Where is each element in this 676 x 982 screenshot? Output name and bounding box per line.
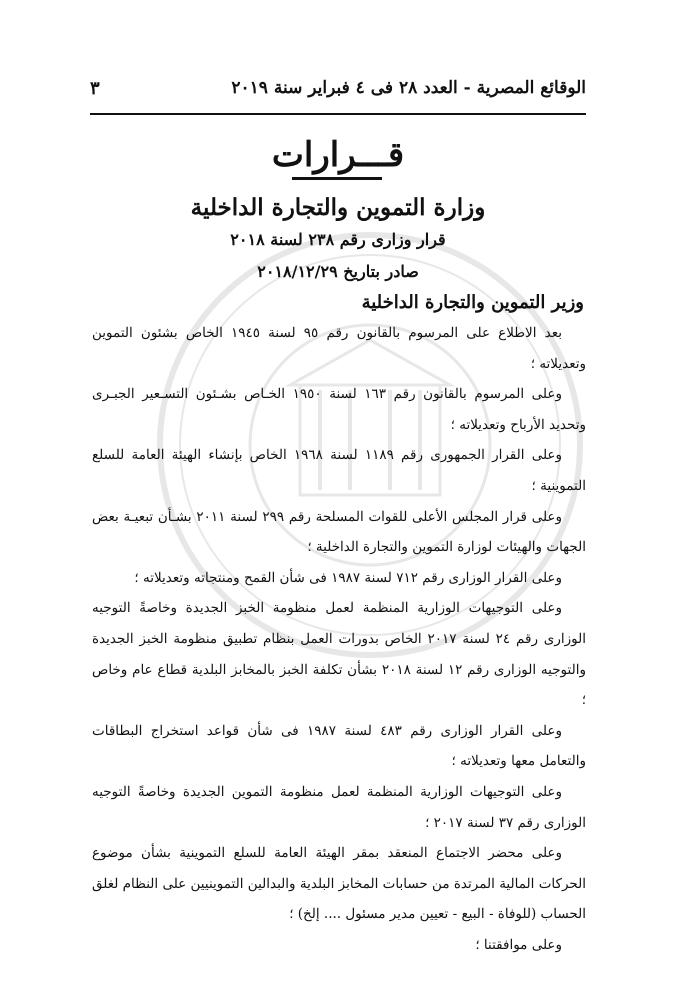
- issued-date: صادر بتاريخ ٢٠١٨/١٢/٢٩: [257, 262, 419, 281]
- preamble-paragraph: وعلى القرار الجمهورى رقم ١١٨٩ لسنة ١٩٦٨ الخاص بإنشاء الهيئة العامة للسلع التموينية ؛: [92, 447, 586, 494]
- preamble-paragraph: بعد الاطلاع على المرسوم بالقانون رقم ٩٥ لسنة ١٩٤٥ الخاص بشئون التموين وتعديلاته ؛: [92, 325, 586, 372]
- preamble-paragraph: وعلى المرسوم بالقانون رقم ١٦٣ لسنة ١٩٥٠ الخـاص بشـئون التسـعير الجبـرى وتحديد الأرباح وتعديلاته ؛: [92, 386, 586, 433]
- preamble-paragraph: وعلى القرار الوزارى رقم ٧١٢ لسنة ١٩٨٧ فى شأن القمح ومنتجاته وتعديلاته ؛: [134, 569, 562, 586]
- preamble-paragraph: وعلى محضر الاجتماع المنعقد بمقر الهيئة العامة للسلع التموينية بشأن موضوع الحركات المالية المرتدة من حسابات المخابز البلدية والبدالين التموينيين على النظام لغلق الحساب (للوفاة - البيع - تعيين مدير مسئول .... إلخ) ؛: [92, 845, 586, 923]
- preamble-paragraph: وعلى القرار الوزارى رقم ٤٨٣ لسنة ١٩٨٧ فى شأن قواعد استخراج البطاقات والتعامل معها وتعديلاته ؛: [92, 722, 586, 770]
- section-title-underline: [292, 177, 382, 180]
- header-divider: [90, 113, 586, 115]
- page-number: ٣: [90, 78, 100, 99]
- decision-preamble: [92, 318, 586, 960]
- preamble-paragraph: وعلى موافقتنا ؛: [475, 936, 562, 953]
- ministry-name: وزارة التموين والتجارة الداخلية: [190, 194, 486, 221]
- preamble-paragraph: وعلى التوجيهات الوزارية المنظمة لعمل منظومة الخبز الجديدة وخاصةً التوجيه الوزارى رقم ٢٤ لسنة ٢٠١٧ الخاص بدورات العمل بنظام تطبيق منظومة الخبز الجديدة والتوجيه الوزارى رقم ١٢ لسنة ٢٠١٨ بشأن تكلفة الخبز بالمخابز البلدية قطاع عام وخاص ؛: [92, 600, 586, 709]
- section-title: قـــرارات: [271, 135, 405, 175]
- page-header: [90, 78, 586, 118]
- minister-line: وزير التموين والتجارة الداخلية: [361, 292, 584, 313]
- preamble-paragraph: وعلى التوجيهات الوزارية المنظمة لعمل منظومة التموين الجديدة وخاصةً التوجيه الوزارى رقم ٣٧ لسنة ٢٠١٧ ؛: [92, 783, 586, 831]
- decision-number: قرار وزارى رقم ٢٣٨ لسنة ٢٠١٨: [230, 230, 446, 249]
- gazette-header-title: الوقائع المصرية - العدد ٢٨ فى ٤ فبراير سنة ٢٠١٩: [231, 78, 586, 98]
- preamble-paragraph: وعلى قرار المجلس الأعلى للقوات المسلحة رقم ٢٩٩ لسنة ٢٠١١ بشـأن تبعيـة بعض الجهات والهيئات لوزارة التموين والتجارة الداخلية ؛: [92, 508, 586, 556]
